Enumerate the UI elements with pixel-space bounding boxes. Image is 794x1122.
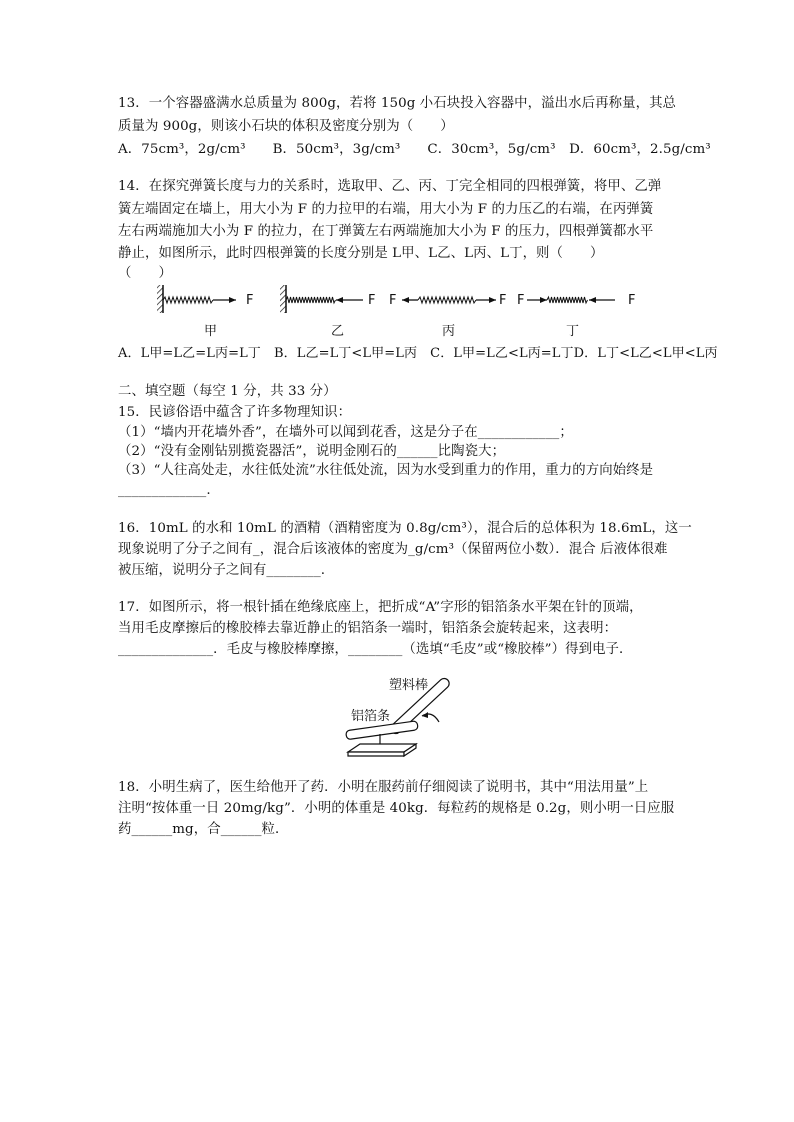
force-label-jia: F (246, 293, 254, 308)
plastic-rod-label: 塑料棒 (389, 678, 429, 693)
spring-jia (157, 285, 236, 313)
q17-line-1: 17．如图所示，将一根针插在绝缘底座上，把折成“A”字形的铝箔条水平架在针的顶端， (118, 600, 643, 615)
q16-line-2: 现象说明了分子之间有_，混合后该液体的密度为_g/cm³（保留两位小数）．混合 后液体很难 (118, 542, 668, 557)
q13-options: A．75cm³，2g/cm³ B．50cm³，3g/cm³ C．30cm³，5g/cm³ D．60cm³，2.5g/cm³ (118, 142, 711, 157)
q18-line-3: 药______mg，合______粒． (118, 822, 289, 837)
q15-line-1: 15．民谚俗语中蕴含了许多物理知识： (118, 405, 352, 420)
coil-bing (418, 297, 476, 303)
q17-line-3: ______________．毛皮与橡胶棒摩擦，________（选填“毛皮”或“橡胶棒”）得到电子． (118, 642, 633, 657)
coil-jia (163, 297, 213, 303)
q17-line-2: 当用毛皮摩擦后的橡胶棒去靠近静止的铝箔条一端时，铝箔条会旋转起来，这表明： (118, 621, 618, 636)
q16-line-3: 被压缩，说明分子之间有________. (118, 563, 326, 578)
q13-line-1: 13．一个容器盛满水总质量为 800g，若将 150g 小石块投入容器中，溢出水后再称量，其总 (118, 96, 677, 111)
spring-name-bing: 丙 (442, 324, 456, 339)
force-label-ding-left: F (517, 293, 525, 308)
q18-line-1: 18．小明生病了，医生给他开了药．小明在服药前仔细阅读了说明书，其中“用法用量”上 (118, 780, 649, 795)
wall-hatch-yi (280, 285, 286, 313)
spring-name-yi: 乙 (331, 324, 345, 339)
q13-line-2: 质量为 900g，则该小石块的体积及密度分别为（ ） (118, 119, 454, 134)
q14-options: A．L甲=L乙=L丙=L丁 B．L乙=L丁<L甲=L丙 C．L甲=L乙<L丙=L丁D．L丁<L乙<L甲<L丙 (118, 346, 718, 361)
q14-line-1: 14．在探究弹簧长度与力的关系时，选取甲、乙、丙、丁完全相同的四根弹簧，将甲、乙弹 (118, 179, 662, 194)
q14-line-5: （ ） (118, 266, 172, 281)
coil-ding (547, 297, 588, 303)
q18-line-2: 注明“按体重一日 20mg/kg”．小明的体重是 40kg．每粒药的规格是 0.2g，则小明一日应服 (118, 801, 675, 816)
q14-line-4: 静止，如图所示，此时四根弹簧的长度分别是 L甲、L乙、L丙、L丁，则（ ） (118, 246, 604, 261)
q16-line-1: 16．10mL 的水和 10mL 的酒精（酒精密度为 0.8g/cm³），混合后的总体积为 18.6mL，这一 (118, 521, 692, 536)
spring-ding (527, 297, 615, 303)
wall-hatch-jia (157, 285, 163, 313)
arrow-right-icon (489, 297, 496, 303)
section-2-title: 二、填空题（每空 1 分，共 33 分） (118, 384, 337, 399)
q15-line-3: （2）“没有金刚钻别揽瓷器活”，说明金刚石的______比陶瓷大； (118, 444, 506, 459)
force-label-ding-right: F (628, 293, 636, 308)
coil-yi (286, 297, 336, 303)
springs-figure (150, 283, 650, 323)
q14-line-3: 左右两端施加大小为 F 的拉力，在丁弹簧左右两端施加大小为 F 的压力，四根弹簧都水平 (118, 224, 654, 239)
spring-name-jia: 甲 (204, 324, 218, 339)
q15-line-4: （3）“人往高处走，水往低处流”水往低处流，因为水受到重力的作用，重力的方向始终是 (118, 463, 654, 478)
q14-line-2: 簧左端固定在墙上，用大小为 F 的力拉甲的右端，用大小为 F 的力压乙的右端，在丙弹簧 (118, 202, 654, 217)
foil-strip-label: 铝箔条 (351, 709, 391, 724)
force-label-bing-right: F (499, 293, 507, 308)
spring-name-ding: 丁 (566, 324, 580, 339)
arrow-right-icon (229, 297, 236, 303)
spring-yi (280, 285, 363, 313)
insulating-base (348, 744, 416, 756)
arrow-right-icon (540, 297, 547, 303)
force-label-yi: F (368, 293, 376, 308)
q15-line-5: _____________. (118, 483, 211, 498)
q15-line-2: （1）“墙内开花墙外香”，在墙外可以闻到花香，这是分子在____________； (118, 425, 573, 440)
spring-bing (402, 297, 496, 303)
force-label-bing-left: F (389, 293, 397, 308)
